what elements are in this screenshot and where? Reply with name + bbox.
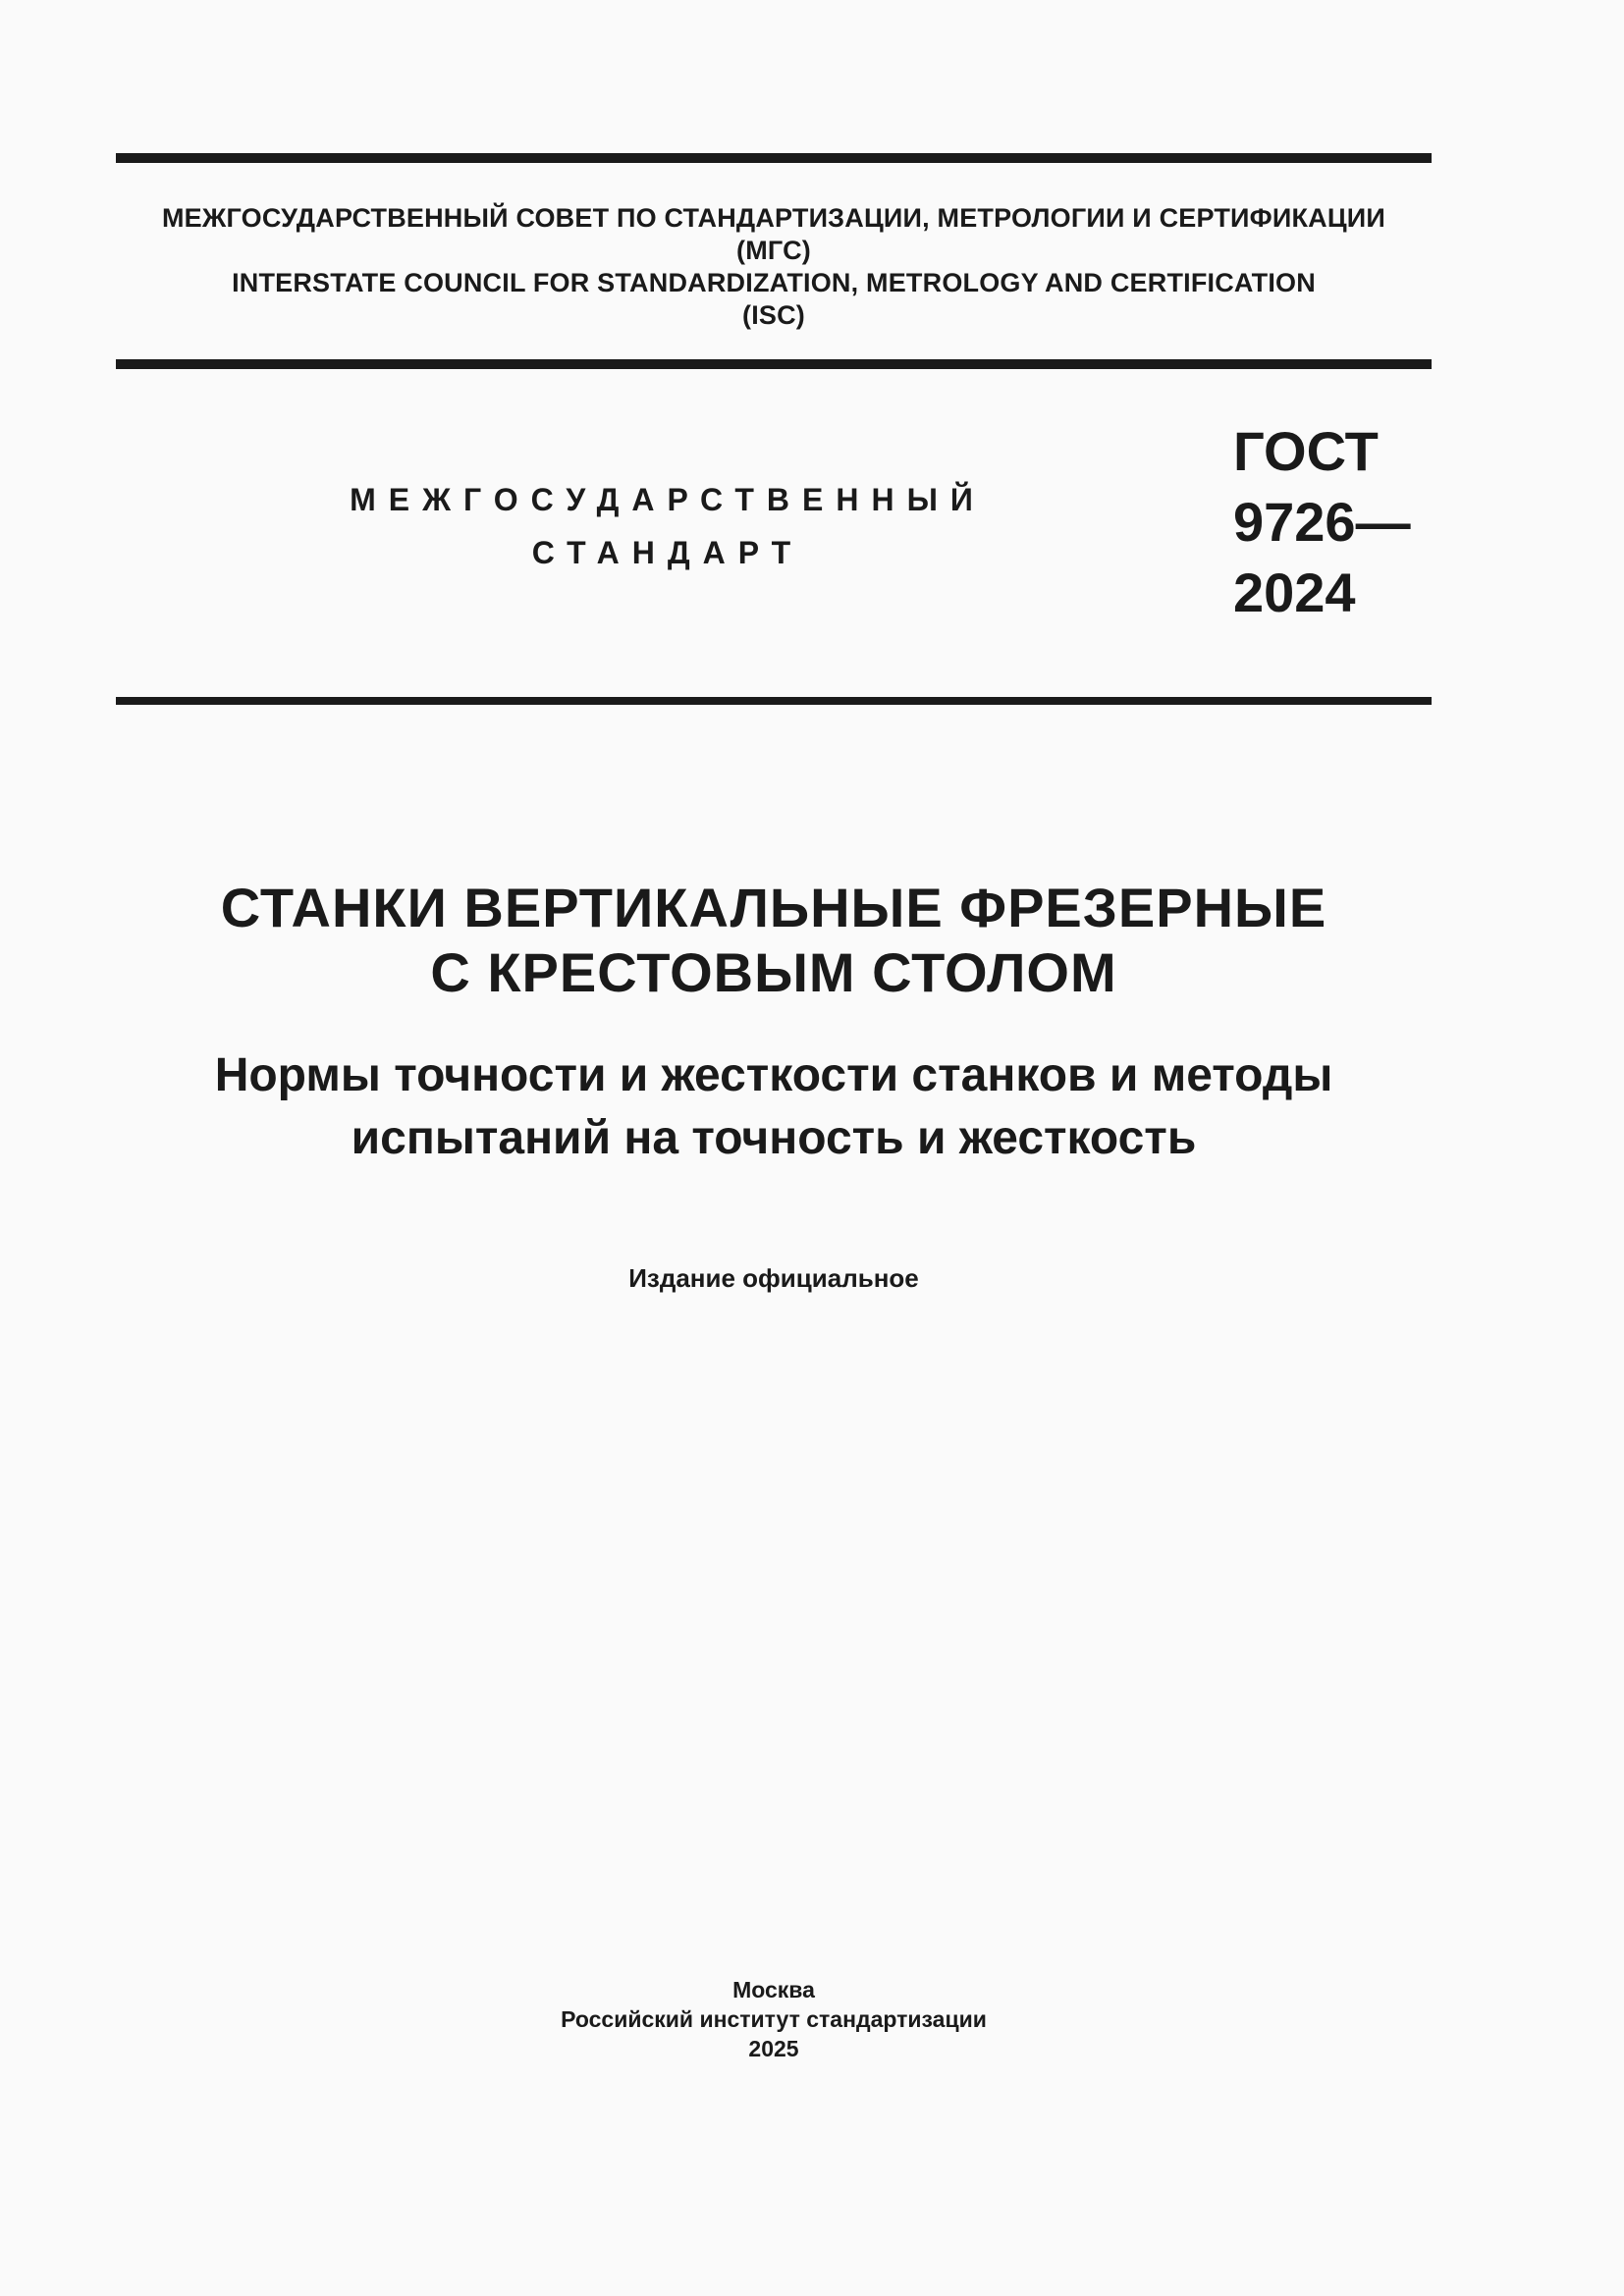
subtitle-line-1: Нормы точности и жесткости станков и методы [214,1049,1333,1101]
document-title [116,876,1432,1005]
council-name-en: INTERSTATE COUNCIL FOR STANDARDIZATION, METROLOGY AND CERTIFICATION [232,268,1316,297]
standard-kind-line-1: МЕЖГОСУДАРСТВЕННЫЙ [350,482,986,517]
subtitle-line-2: испытаний на точность и жесткость [351,1112,1197,1164]
standard-designation [1233,416,1411,628]
standard-kind [295,473,1041,579]
designation-number: 9726— [1233,491,1411,553]
title-line-1: СТАНКИ ВЕРТИКАЛЬНЫЕ ФРЕЗЕРНЫЕ [220,877,1327,938]
title-line-2: С КРЕСТОВЫМ СТОЛОМ [430,941,1117,1003]
designation-divider [116,697,1432,705]
document-subtitle [116,1044,1432,1170]
imprint-year: 2025 [748,2036,799,2061]
imprint-publisher: Российский институт стандартизации [561,2006,987,2032]
top-divider [116,153,1432,163]
council-name-ru: МЕЖГОСУДАРСТВЕННЫЙ СОВЕТ ПО СТАНДАРТИЗАЦИИ, МЕТРОЛОГИИ И СЕРТИФИКАЦИИ [161,203,1386,233]
council-abbr-ru: (МГС) [736,236,811,265]
designation-year: 2024 [1233,561,1356,623]
council-abbr-en: (ISC) [742,300,805,330]
council-header [116,202,1432,332]
imprint-city: Москва [732,1977,815,2002]
edition-note: Издание официальное [628,1263,919,1293]
standard-kind-line-2: СТАНДАРТ [531,535,804,570]
designation-prefix: ГОСТ [1233,420,1379,482]
imprint [116,1975,1432,2063]
council-divider [116,359,1432,369]
